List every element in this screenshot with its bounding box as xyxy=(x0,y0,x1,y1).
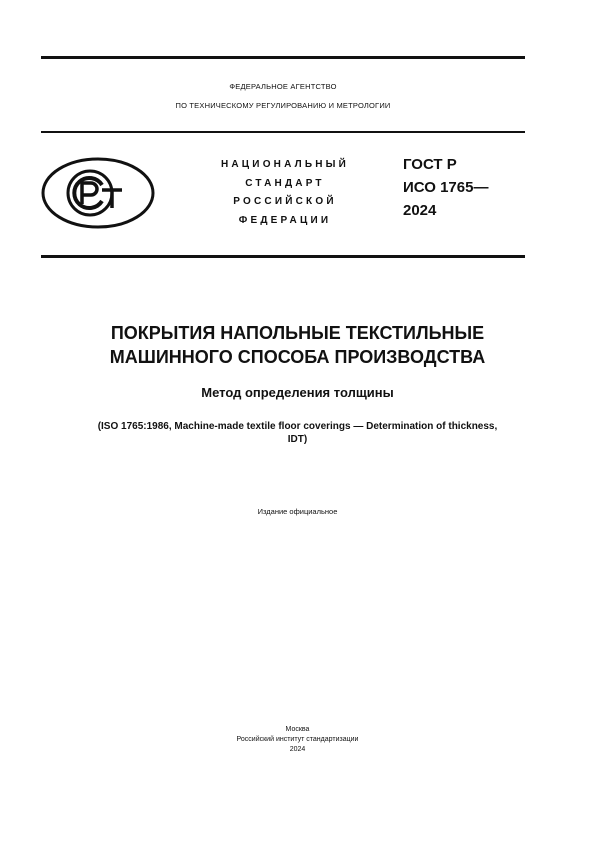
header-divider xyxy=(41,131,525,133)
national-line: НАЦИОНАЛЬНЫЙ xyxy=(220,159,350,170)
top-rule xyxy=(41,56,525,59)
edition-note: Издание официальное xyxy=(257,507,338,516)
imprint-year: 2024 xyxy=(289,746,306,753)
title-line: ПОКРЫТИЯ НАПОЛЬНЫЕ ТЕКСТИЛЬНЫЕ xyxy=(110,323,485,343)
standard-designation xyxy=(403,153,488,222)
national-standard-label xyxy=(205,156,365,230)
document-title xyxy=(30,321,565,369)
imprint-publisher: Российский институт стандартизации xyxy=(236,736,359,743)
rst-certification-mark-icon xyxy=(40,156,156,230)
title-block-rule xyxy=(41,255,525,258)
agency-name-line1: ФЕДЕРАЛЬНОЕ АГЕНТСТВО xyxy=(229,82,337,91)
designation-line: ГОСТ Р xyxy=(403,156,457,173)
iso-reference-line: (ISO 1765:1986, Machine-made textile floor coverings — Determination of thickness, xyxy=(97,421,498,432)
imprint-city: Москва xyxy=(285,726,310,733)
imprint xyxy=(0,725,595,755)
title-line: МАШИННОГО СПОСОБА ПРОИЗВОДСТВА xyxy=(109,347,486,367)
designation-line: ИСО 1765— xyxy=(403,179,489,196)
iso-reference-line: IDT) xyxy=(287,434,308,445)
national-line: СТАНДАРТ xyxy=(245,177,325,189)
iso-reference xyxy=(30,420,565,446)
designation-line: 2024 xyxy=(403,202,437,219)
national-line: РОССИЙСКОЙ xyxy=(233,196,337,207)
document-subtitle: Метод определения толщины xyxy=(201,385,394,400)
national-line: ФЕДЕРАЦИИ xyxy=(238,214,332,226)
agency-name-line2: ПО ТЕХНИЧЕСКОМУ РЕГУЛИРОВАНИЮ И МЕТРОЛОГИИ xyxy=(175,101,391,110)
